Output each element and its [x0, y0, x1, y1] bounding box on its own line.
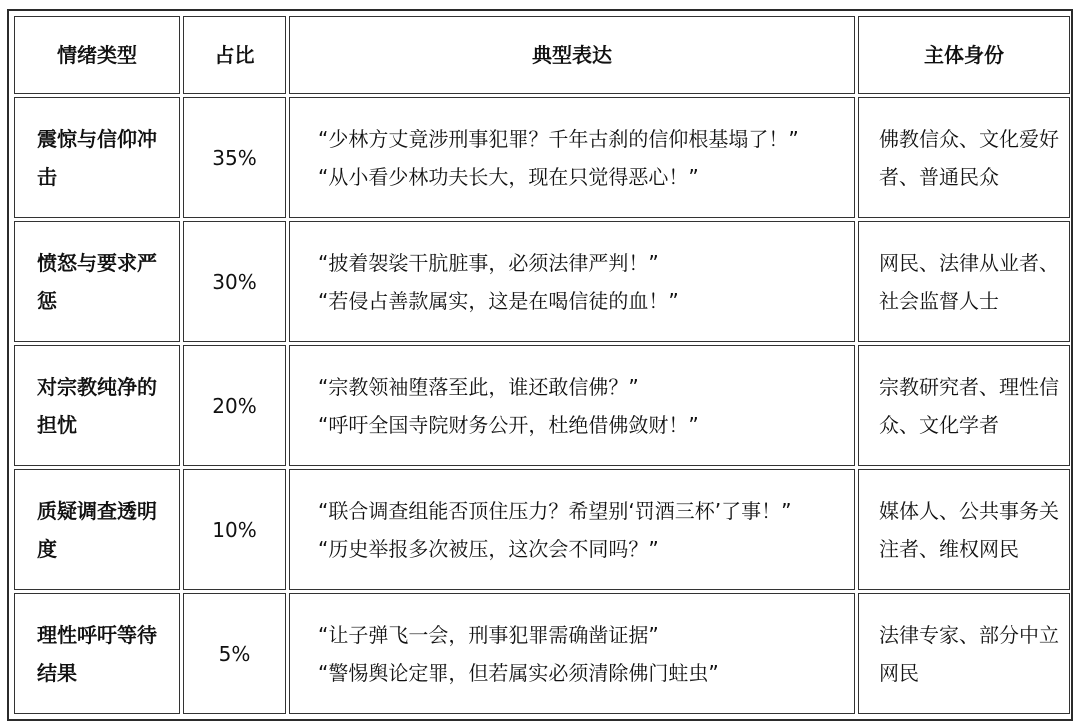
expression-cell [289, 345, 855, 466]
subject-cell: 宗教研究者、理性信众、文化学者 [858, 345, 1070, 466]
emotion-type-cell: 震惊与信仰冲击 [14, 97, 180, 218]
expression-line: “若侵占善款属实，这是在喝信徒的血！” [318, 288, 679, 313]
header-ratio: 占比 [183, 16, 286, 94]
ratio-cell: 5% [183, 593, 286, 714]
emotion-type-cell: 愤怒与要求严惩 [14, 221, 180, 342]
emotion-type-cell: 质疑调查透明度 [14, 469, 180, 590]
table-row [14, 221, 1070, 342]
expression-line: “警惕舆论定罪，但若属实必须清除佛门蛀虫” [318, 660, 719, 685]
subject-cell: 媒体人、公共事务关注者、维权网民 [858, 469, 1070, 590]
header-type: 情绪类型 [14, 16, 180, 94]
emotion-type-cell: 理性呼吁等待结果 [14, 593, 180, 714]
table-row [14, 593, 1070, 714]
ratio-cell: 20% [183, 345, 286, 466]
expression-cell [289, 469, 855, 590]
ratio-cell: 35% [183, 97, 286, 218]
header-subject: 主体身份 [858, 16, 1070, 94]
table-row [14, 345, 1070, 466]
sentiment-table-frame [7, 9, 1073, 721]
sentiment-table [11, 13, 1073, 717]
subject-cell: 法律专家、部分中立网民 [858, 593, 1070, 714]
expression-cell [289, 97, 855, 218]
emotion-type-cell: 对宗教纯净的担忧 [14, 345, 180, 466]
ratio-cell: 10% [183, 469, 286, 590]
header-expression: 典型表达 [289, 16, 855, 94]
expression-line: “少林方丈竟涉刑事犯罪？千年古刹的信仰根基塌了！” [318, 126, 799, 151]
table-row [14, 469, 1070, 590]
table-header-row [14, 16, 1070, 94]
expression-line: “呼吁全国寺院财务公开，杜绝借佛敛财！” [318, 412, 699, 437]
expression-line: “让子弹飞一会，刑事犯罪需确凿证据” [318, 622, 659, 647]
expression-cell [289, 593, 855, 714]
subject-cell: 网民、法律从业者、社会监督人士 [858, 221, 1070, 342]
subject-cell: 佛教信众、文化爱好者、普通民众 [858, 97, 1070, 218]
expression-line: “宗教领袖堕落至此，谁还敢信佛？” [318, 374, 639, 399]
expression-line: “披着袈裟干肮脏事，必须法律严判！” [318, 250, 659, 275]
expression-cell [289, 221, 855, 342]
ratio-cell: 30% [183, 221, 286, 342]
table-row [14, 97, 1070, 218]
expression-line: “历史举报多次被压，这次会不同吗？” [318, 536, 659, 561]
expression-line: “从小看少林功夫长大，现在只觉得恶心！” [318, 164, 699, 189]
expression-line: “联合调查组能否顶住压力？希望别‘罚酒三杯’了事！” [318, 498, 792, 523]
